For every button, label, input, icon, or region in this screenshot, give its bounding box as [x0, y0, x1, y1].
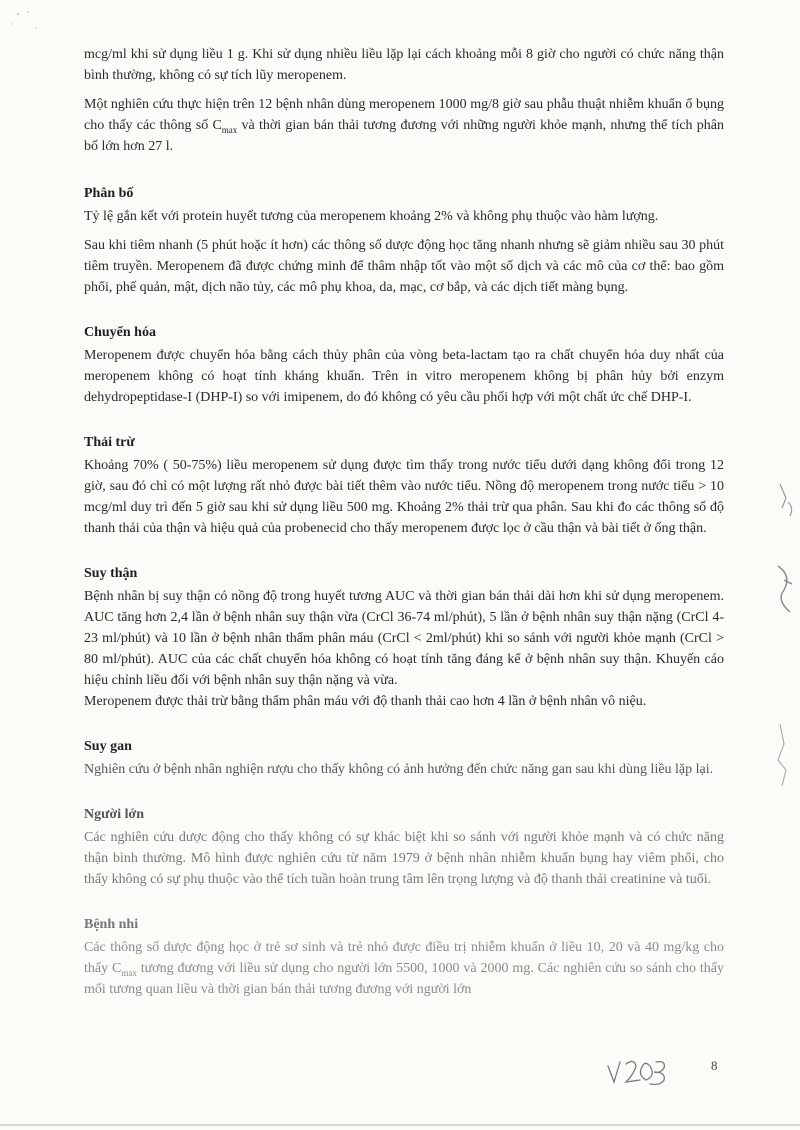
study-text-after: và thời gian bán thải tương đương với những người khỏe mạnh, nhưng thể tích phân bố lớn hơn 27 l. [84, 118, 724, 154]
heading-pediatric: Bệnh nhi [84, 917, 139, 932]
pediatric-cmax-subscript: max [121, 967, 137, 978]
metabolism-paragraph: Meropenem được chuyển hóa bằng cách thủy phân của vòng beta-lactam tạo ra chất chuyển hóa duy nhất của meropenem không có hoạt tính kháng khuẩn. Trên in vitro meropenem không bị phân hủy bởi enzym dehydropeptidase-I (DHP-I) so với imipenem, do đó không có yêu cầu phối hợp với một chất ức chế DHP-I. [84, 348, 724, 405]
study-paragraph [84, 94, 724, 157]
heading-metabolism: Chuyển hóa [84, 325, 156, 340]
adults-paragraph: Các nghiên cứu dược động cho thấy không có sự khác biệt khi so sánh với người khỏe mạnh và có chức năng thận bình thường. Mô hình được nghiên cứu từ năm 1979 ở bệnh nhân nhiễm khuẩn bụng hay viêm phổi, cho thấy không có sự phụ thuộc vào thể tích tuần hoàn trung tâm lên trọng lượng và độ thanh thải creatinine và tuổi. [84, 830, 724, 887]
continuation-paragraph: mcg/ml khi sử dụng liều 1 g. Khi sử dụng nhiều liều lặp lại cách khoảng mỗi 8 giờ cho người có chức năng thận bình thường, không có sự tích lũy meropenem. [84, 47, 724, 83]
heading-renal-impairment: Suy thận [84, 566, 138, 581]
heading-distribution: Phân bố [84, 186, 134, 201]
pediatric-paragraph [84, 937, 724, 1000]
heading-elimination: Thải trừ [84, 435, 135, 450]
page-number: 8 [711, 1058, 718, 1073]
document-page [84, 44, 724, 1000]
edge-stamp-mark-2 [770, 560, 800, 625]
pediatric-text-after: tương đương với liều sử dụng cho người lớn 5500, 1000 và 2000 mg. Các nghiên cứu so sánh cho thấy mối tương quan liều và thời gian bán thải tương đương với người lớn [84, 961, 724, 997]
scan-bottom-edge [0, 1124, 800, 1126]
handwritten-signature [604, 1052, 694, 1093]
pediatric-text-before: Các thông số dược động học ở trẻ sơ sinh và trẻ nhỏ được điều trị nhiễm khuẩn ở liều 10, 20 và 40 mg/kg cho thấy C [84, 940, 724, 976]
distribution-paragraph-1: Tỷ lệ gắn kết với protein huyết tương của meropenem khoảng 2% và không phụ thuộc vào hàm lượng. [84, 209, 659, 224]
edge-stamp-mark-3 [770, 720, 800, 795]
study-text-before: Một nghiên cứu thực hiện trên 12 bệnh nhân dùng meropenem 1000 mg/8 giờ sau phẫu thuật nhiễm khuẩn ổ bụng cho thấy các thông số C [84, 97, 724, 133]
hepatic-paragraph: Nghiên cứu ở bệnh nhân nghiện rượu cho thấy không có ảnh hưởng đến chức năng gan sau khi dùng liều lặp lại. [84, 762, 714, 777]
renal-paragraph-2: Meropenem được thải trừ bằng thẩm phân máu với độ thanh thải cao hơn 4 lần ở bệnh nhân vô niệu. [84, 694, 647, 709]
heading-hepatic-impairment: Suy gan [84, 739, 132, 754]
elimination-paragraph: Khoảng 70% ( 50-75%) liều meropenem sử dụng được tìm thấy trong nước tiểu dưới dạng không đổi trong 12 giờ, sau đó chỉ có một lượng rất nhỏ được bài tiết thêm vào nước tiểu. Nồng độ meropenem trong nước tiểu > 10 mcg/ml duy trì đến 5 giờ sau khi sử dụng liều 500 mg. Khoảng 2% thải trừ qua phân. Sau khi đo các thông số độ thanh thải của thận và hiệu quả của probenecid cho thấy meropenem được lọc ở cầu thận và bài tiết ở ống thận. [84, 458, 724, 536]
renal-paragraph-1: Bệnh nhân bị suy thận có nồng độ trong huyết tương AUC và thời gian bán thải dài hơn khi sử dụng meropenem. AUC tăng hơn 2,4 lần ở bệnh nhân suy thận vừa (CrCl 36-74 ml/phút), 5 lần ở bệnh nhân suy thận nặng (CrCl 4-23 ml/phút) và 10 lần ở bệnh nhân thẩm phân máu (CrCl < 2ml/phút) khi so sánh với người khỏe mạnh (CrCl > 80 ml/phút). AUC của các chất chuyển hóa không có hoạt tính tăng đáng kể ở bệnh nhân suy thận. Khuyến cáo hiệu chỉnh liều đối với bệnh nhân suy thận nặng và vừa. [84, 589, 724, 688]
distribution-paragraph-2: Sau khi tiêm nhanh (5 phút hoặc ít hơn) các thông số dược động học tăng nhanh nhưng sẽ giảm nhiều sau 30 phút tiêm truyền. Meropenem đã được chứng minh để thâm nhập tốt vào một số dịch và các mô của cơ thể: bao gồm phổi, phế quản, mật, dịch não tủy, các mô phụ khoa, da, mạc, cơ bắp, và các dịch tiết màng bụng. [84, 238, 724, 295]
scan-corner-marks [6, 4, 46, 39]
heading-adults: Người lớn [84, 807, 145, 822]
cmax-subscript: max [221, 124, 238, 135]
edge-stamp-mark [770, 480, 800, 525]
